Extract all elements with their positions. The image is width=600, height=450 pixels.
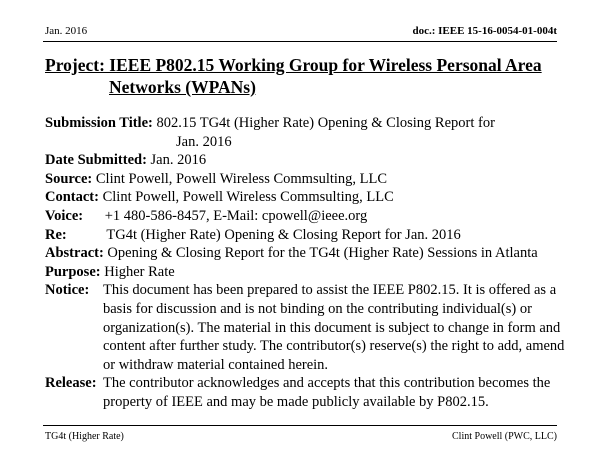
field-notice [45,281,565,374]
field-date-submitted [45,151,565,170]
field-submission-title [45,114,565,133]
re-label: Re: [45,226,67,243]
field-purpose [45,263,565,282]
contact-value: Clint Powell, Powell Wireless Commsulting, LLC [102,189,394,206]
field-contact [45,188,565,207]
submission-title-value2: Jan. 2016 [176,133,232,150]
abstract-label: Abstract: [45,245,104,262]
contact-label: Contact: [45,189,99,206]
purpose-label: Purpose: [45,263,101,280]
re-value: TG4t (Higher Rate) Opening & Closing Report for Jan. 2016 [106,226,461,243]
voice-value: +1 480-586-8457, E-Mail: cpowell@ieee.org [104,207,368,224]
field-voice [45,207,565,226]
source-value: Clint Powell, Powell Wireless Commsulting, LLC [95,170,388,187]
project-title [45,54,555,98]
date-submitted-label: Date Submitted: [45,152,147,169]
submission-title-label: Submission Title: [45,115,153,131]
header-divider [43,41,557,42]
footer-divider [43,425,557,426]
notice-value: This document has been prepared to assist the IEEE P802.15. It is offered as a basis for discussion and is not binding on the contributing individual(s) or organization(s). The material in this document is subject to change in form and content after further study. The contributor(s) reserve(s) the right to add, amend or withdraw material contained herein. [103,282,565,373]
field-abstract [45,244,565,263]
header-date: Jan. 2016 [45,25,88,37]
abstract-value: Opening & Closing Report for the TG4t (Higher Rate) Sessions in Atlanta [107,245,538,262]
notice-label: Notice: [45,282,90,299]
footer-right: Clint Powell (PWC, LLC) [452,431,557,442]
header-doc-id: doc.: IEEE 15-16-0054-01-004t [412,25,557,37]
field-source [45,170,565,189]
voice-label: Voice: [45,207,84,224]
field-submission-title-cont [45,133,565,152]
purpose-value: Higher Rate [104,263,175,280]
date-submitted-value: Jan. 2016 [150,152,207,169]
submission-fields [45,114,565,412]
source-label: Source: [45,170,93,187]
project-title-line2: Networks (WPANs) [109,77,256,97]
release-value: The contributor acknowledges and accepts that this contribution becomes the property of IEEE and may be made publicly available by P802.15. [103,375,551,410]
field-re [45,226,565,245]
release-label: Release: [45,375,97,392]
field-release [45,374,565,411]
footer-left: TG4t (Higher Rate) [45,431,124,442]
submission-title-value: 802.15 TG4t (Higher Rate) Opening & Closing Report for [156,115,495,131]
project-title-line1: Project: IEEE P802.15 Working Group for Wireless Personal Area [45,55,542,75]
